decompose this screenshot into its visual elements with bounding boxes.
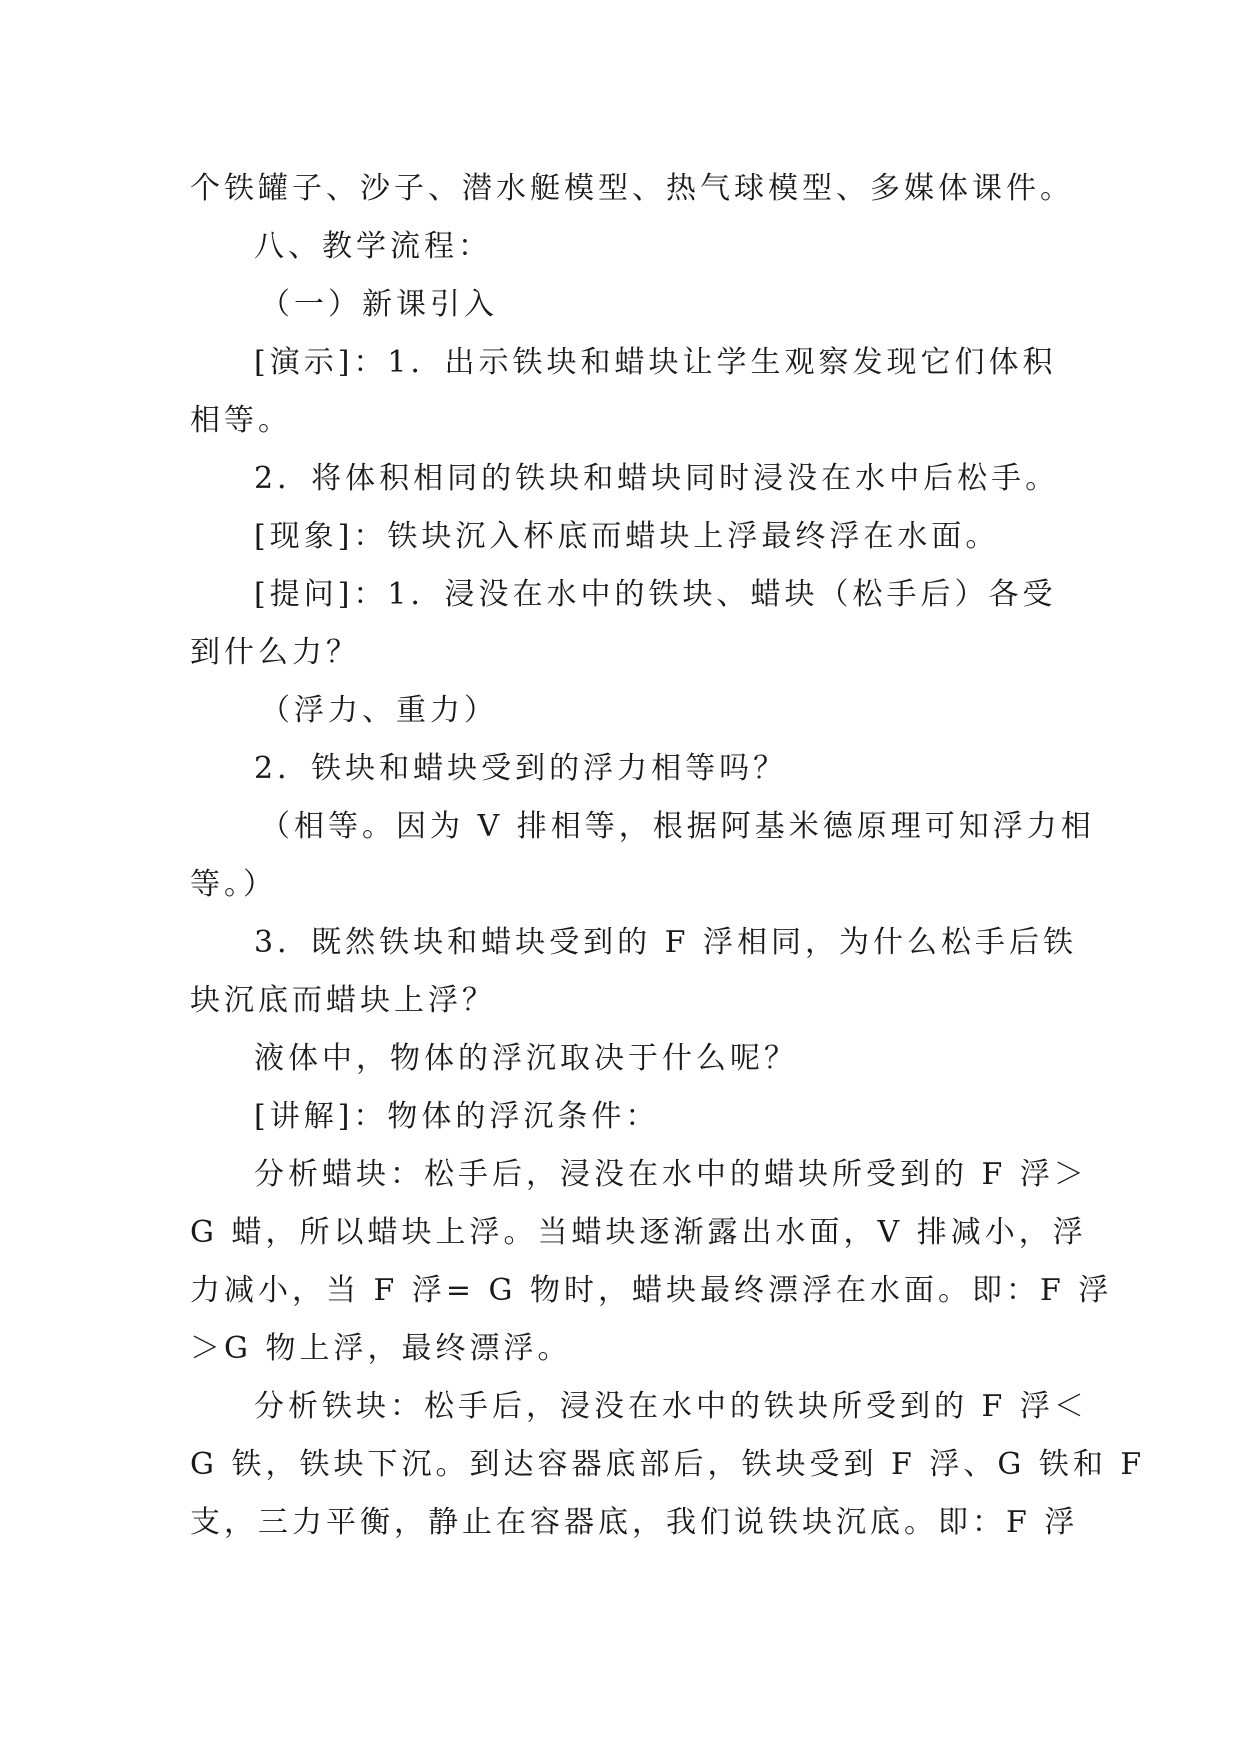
text-line: 液体中，物体的浮沉取决于什么呢？ — [254, 1041, 798, 1076]
text-line: ＞G 物上浮，最终漂浮。 — [190, 1331, 572, 1366]
text-line: 等。） — [190, 867, 277, 902]
text-line: 力减小，当 F 浮= G 物时，蜡块最终漂浮在水面。即：F 浮 — [190, 1273, 1113, 1308]
text-line: 支，三力平衡，静止在容器底，我们说铁块沉底。即：F 浮 — [190, 1505, 1079, 1540]
text-line: （相等。因为 V 排相等，根据阿基米德原理可知浮力相 — [260, 809, 1095, 844]
text-line: 分析铁块：松手后，浸没在水中的铁块所受到的 F 浮＜ — [254, 1389, 1088, 1424]
text-line: [讲解]：物体的浮沉条件： — [254, 1099, 660, 1134]
document-body — [190, 160, 1146, 1552]
text-line: 块沉底而蜡块上浮？ — [190, 983, 496, 1018]
subsection-heading: （一）新课引入 — [260, 287, 498, 322]
text-line: 相等。 — [190, 403, 292, 438]
text-line: 2．铁块和蜡块受到的浮力相等吗？ — [254, 751, 788, 786]
text-line: [现象]：铁块沉入杯底而蜡块上浮最终浮在水面。 — [254, 519, 1000, 554]
text-line: G 铁，铁块下沉。到达容器底部后，铁块受到 F 浮、G 铁和 F — [190, 1447, 1146, 1482]
text-line: [演示]：1．出示铁块和蜡块让学生观察发现它们体积 — [254, 345, 1057, 380]
text-line: 3．既然铁块和蜡块受到的 F 浮相同，为什么松手后铁 — [254, 925, 1077, 960]
section-heading: 八、教学流程： — [254, 229, 492, 264]
text-line: 到什么力？ — [190, 635, 360, 670]
text-line: 2．将体积相同的铁块和蜡块同时浸没在水中后松手。 — [254, 461, 1060, 496]
text-line: （浮力、重力） — [260, 693, 498, 728]
text-line: 个铁罐子、沙子、潜水艇模型、热气球模型、多媒体课件。 — [190, 171, 1074, 206]
text-line: G 蜡，所以蜡块上浮。当蜡块逐渐露出水面，V 排减小，浮 — [190, 1215, 1087, 1250]
text-line: [提问]：1．浸没在水中的铁块、蜡块（松手后）各受 — [254, 577, 1057, 612]
text-line: 分析蜡块：松手后，浸没在水中的蜡块所受到的 F 浮＞ — [254, 1157, 1088, 1192]
